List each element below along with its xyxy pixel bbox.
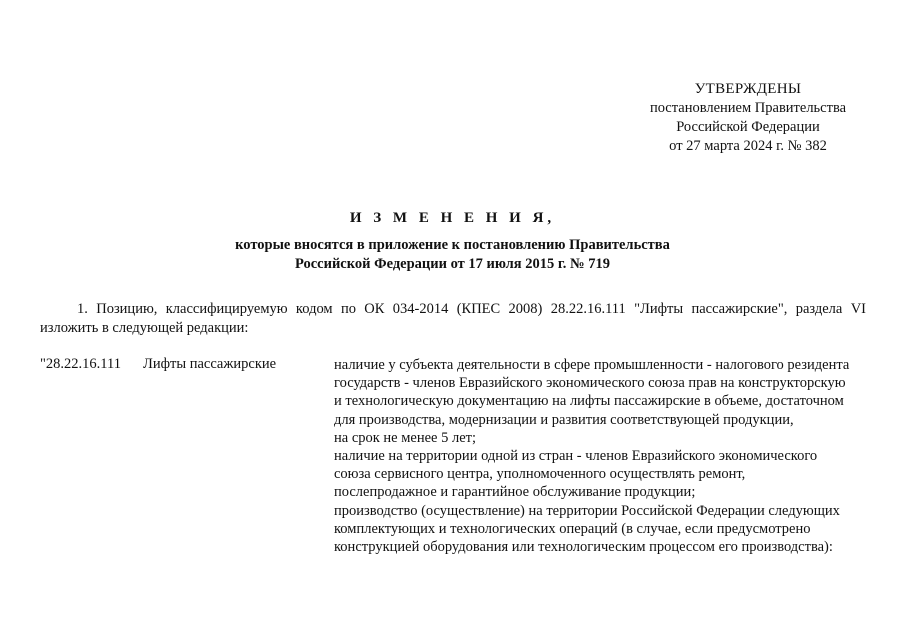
paragraph-1 xyxy=(40,300,866,338)
requirement-line: для производства, модернизации и развития соответствующей продукции, xyxy=(334,411,794,428)
product-code: "28.22.16.111 xyxy=(40,356,121,372)
subtitle-line-1: которые вносятся в приложение к постановлению Правительства xyxy=(235,237,670,253)
requirement-line: и технологическую документацию на лифты пассажирские в объеме, достаточном xyxy=(334,393,844,410)
paragraph-1-line-1: 1. Позицию, классифицируемую кодом по ОК 034-2014 (КПЕС 2008) 28.22.16.111 "Лифты пассажирские", раздела VI xyxy=(77,301,866,317)
subtitle-line-2: Российской Федерации от 17 июля 2015 г. № 719 xyxy=(294,256,610,272)
paragraph-1-line-2: изложить в следующей редакции: xyxy=(40,320,249,336)
approval-line-2: Российской Федерации xyxy=(676,119,820,135)
requirement-line: наличие на территории одной из стран - членов Евразийского экономического xyxy=(334,448,818,465)
requirement-line: наличие у субъекта деятельности в сфере промышленности - налогового резидента xyxy=(334,357,850,373)
product-name: Лифты пассажирские xyxy=(143,356,277,372)
requirement-line: комплектующих и технологических операций (в случае, если предусмотрено xyxy=(334,520,811,537)
requirement-line: на срок не менее 5 лет; xyxy=(334,429,477,446)
approval-block xyxy=(628,80,868,156)
requirement-line: союза сервисного центра, уполномоченного осуществлять ремонт, xyxy=(334,466,746,483)
requirement-line: конструкцией оборудования или технологическим процессом его производства): xyxy=(334,539,833,556)
document-subtitle xyxy=(0,236,905,274)
approval-line-3: от 27 марта 2024 г. № 382 xyxy=(669,138,827,154)
approval-line-1: постановлением Правительства xyxy=(649,100,847,116)
requirement-line: производство (осуществление) на территории Российской Федерации следующих xyxy=(334,502,840,519)
approval-heading: УТВЕРЖДЕНЫ xyxy=(694,81,802,97)
requirements-text xyxy=(334,356,879,556)
requirement-line: послепродажное и гарантийное обслуживание продукции; xyxy=(334,484,696,501)
requirement-line: государств - членов Евразийского экономического союза прав на конструкторскую xyxy=(334,375,846,392)
document-title: И З М Е Н Е Н И Я, xyxy=(349,210,556,226)
